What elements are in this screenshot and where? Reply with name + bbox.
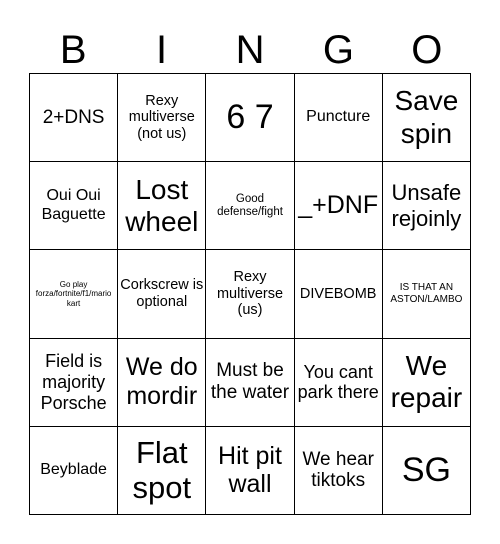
- bingo-cell[interactable]: IS THAT AN ASTON/LAMBO: [383, 250, 471, 338]
- header-letter-g: G: [322, 28, 354, 72]
- bingo-cell[interactable]: Field is majority Porsche: [30, 339, 118, 427]
- header-letter-b: B: [59, 28, 87, 72]
- bingo-cell[interactable]: _+DNF: [295, 162, 383, 250]
- bingo-cell[interactable]: 2+DNS: [30, 74, 118, 162]
- bingo-cell[interactable]: Rexy multiverse (us): [206, 250, 294, 338]
- bingo-cell[interactable]: Good defense/fight: [206, 162, 294, 250]
- bingo-cell[interactable]: Save spin: [383, 74, 471, 162]
- bingo-cell[interactable]: Unsafe rejoinly: [383, 162, 471, 250]
- bingo-header: [29, 26, 471, 74]
- bingo-cell[interactable]: Rexy multiverse (not us): [118, 74, 206, 162]
- bingo-cell[interactable]: You cant park there: [295, 339, 383, 427]
- header-letter-o: O: [411, 28, 443, 72]
- bingo-cell[interactable]: SG: [383, 427, 471, 515]
- bingo-cell[interactable]: Hit pit wall: [206, 427, 294, 515]
- bingo-cell[interactable]: Puncture: [295, 74, 383, 162]
- bingo-cell[interactable]: Flat spot: [118, 427, 206, 515]
- header-letter-i: I: [156, 28, 168, 72]
- bingo-cell[interactable]: Go play forza/fortnite/f1/mario kart: [30, 250, 118, 338]
- bingo-cell[interactable]: Must be the water: [206, 339, 294, 427]
- bingo-cell[interactable]: Oui Oui Baguette: [30, 162, 118, 250]
- bingo-cell[interactable]: 6 7: [206, 74, 294, 162]
- header-letter-n: N: [235, 28, 265, 72]
- bingo-cell[interactable]: We repair: [383, 339, 471, 427]
- bingo-cell[interactable]: We hear tiktoks: [295, 427, 383, 515]
- bingo-cell[interactable]: DIVEBOMB: [295, 250, 383, 338]
- bingo-cell[interactable]: Lost wheel: [118, 162, 206, 250]
- bingo-cell[interactable]: Beyblade: [30, 427, 118, 515]
- bingo-cell[interactable]: Corkscrew is optional: [118, 250, 206, 338]
- bingo-cell[interactable]: We do mordir: [118, 339, 206, 427]
- bingo-card-grid: [29, 73, 471, 515]
